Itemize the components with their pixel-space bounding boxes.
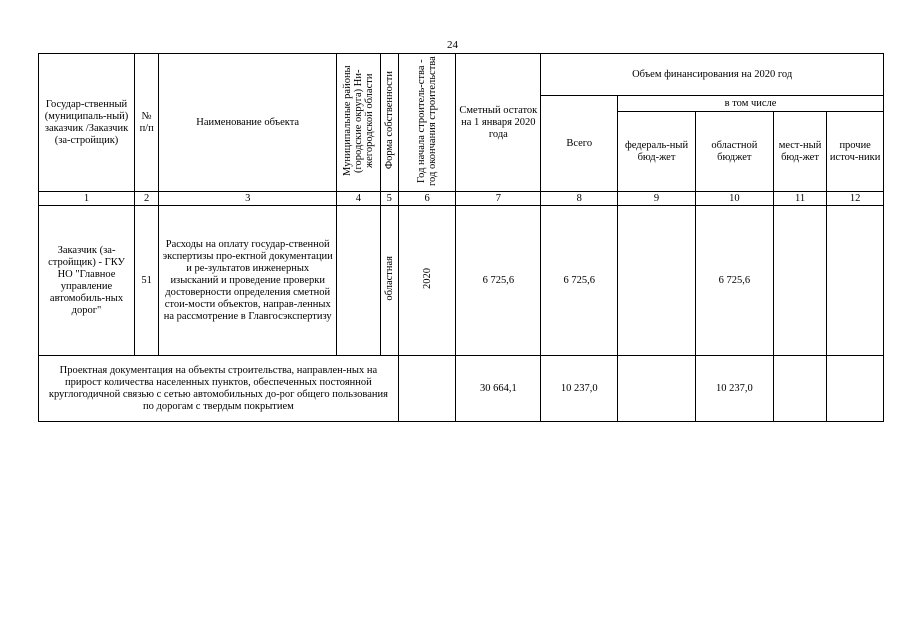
page-number: 24 (447, 39, 458, 51)
header-ownership (380, 54, 398, 192)
header-funding: Объем финансирования на 2020 год (541, 54, 884, 96)
other-cell (827, 356, 884, 422)
column-number: 8 (541, 192, 618, 206)
balance-cell: 6 725,6 (456, 206, 541, 356)
header-object-name: Наименование объекта (159, 54, 337, 192)
federal-cell (618, 206, 696, 356)
header-row-1 (39, 54, 884, 96)
ownership-text: областная (383, 256, 395, 301)
district-cell (337, 206, 380, 356)
header-including: в том числе (618, 96, 884, 112)
column-number: 5 (380, 192, 398, 206)
years-text: 2020 (421, 268, 433, 289)
federal-cell (618, 356, 696, 422)
column-number: 12 (827, 192, 884, 206)
project-docs-description: Проектная документация на объекты строительства, направлен-ных на прирост количества населенных пунктов, обеспеченных постоянной круглогодичной связью с сетью автомобильных до-рог общего пользования по дорогам с твердым покрытием (39, 356, 399, 422)
regional-cell: 6 725,6 (695, 206, 773, 356)
total-cell: 10 237,0 (541, 356, 618, 422)
years-cell (398, 206, 456, 356)
column-number: 6 (398, 192, 456, 206)
column-numbers-row (39, 192, 884, 206)
customer-cell: Заказчик (за-стройщик) - ГКУ НО "Главное управление автомобиль-ных дорог" (39, 206, 135, 356)
header-years-text: Год начала строитель-ства - год окончания строительства (416, 55, 439, 186)
header-district-text: Муниципальные районы (городские округа) Ни-жегородской области (341, 65, 375, 176)
financing-table (38, 53, 884, 422)
ownership-cell (380, 206, 398, 356)
header-other: прочие источ-ники (827, 112, 884, 192)
header-total: Всего (541, 96, 618, 192)
header-balance: Сметный остаток на 1 января 2020 года (456, 54, 541, 192)
header-customer: Государ-ственный (муниципаль-ный) заказчик /Заказчик (за-стройщик) (39, 54, 135, 192)
years-cell-empty (398, 356, 456, 422)
table-row (39, 356, 884, 422)
header-number: № п/п (135, 54, 159, 192)
column-number: 3 (159, 192, 337, 206)
column-number: 2 (135, 192, 159, 206)
header-regional: областной бюджет (695, 112, 773, 192)
column-number: 4 (337, 192, 380, 206)
local-cell (773, 356, 827, 422)
header-district (337, 54, 380, 192)
table-row (39, 206, 884, 356)
header-federal: федераль-ный бюд-жет (618, 112, 696, 192)
other-cell (827, 206, 884, 356)
local-cell (773, 206, 827, 356)
column-number: 11 (773, 192, 827, 206)
total-cell: 6 725,6 (541, 206, 618, 356)
column-number: 1 (39, 192, 135, 206)
regional-cell: 10 237,0 (695, 356, 773, 422)
header-years (398, 54, 456, 192)
object-name-cell: Расходы на оплату государ-ственной экспертизы про-ектной документации и ре-зультатов инженерных изысканий и проведение проверки достоверности определения сметной стои-мости объектов, направ-ленных на рассмотрение в Главгосэкспертизу (159, 206, 337, 356)
header-ownership-text: Форма собственности (383, 71, 395, 170)
balance-cell: 30 664,1 (456, 356, 541, 422)
column-number: 10 (695, 192, 773, 206)
column-number: 9 (618, 192, 696, 206)
number-cell: 51 (135, 206, 159, 356)
column-number: 7 (456, 192, 541, 206)
header-local: мест-ный бюд-жет (773, 112, 827, 192)
